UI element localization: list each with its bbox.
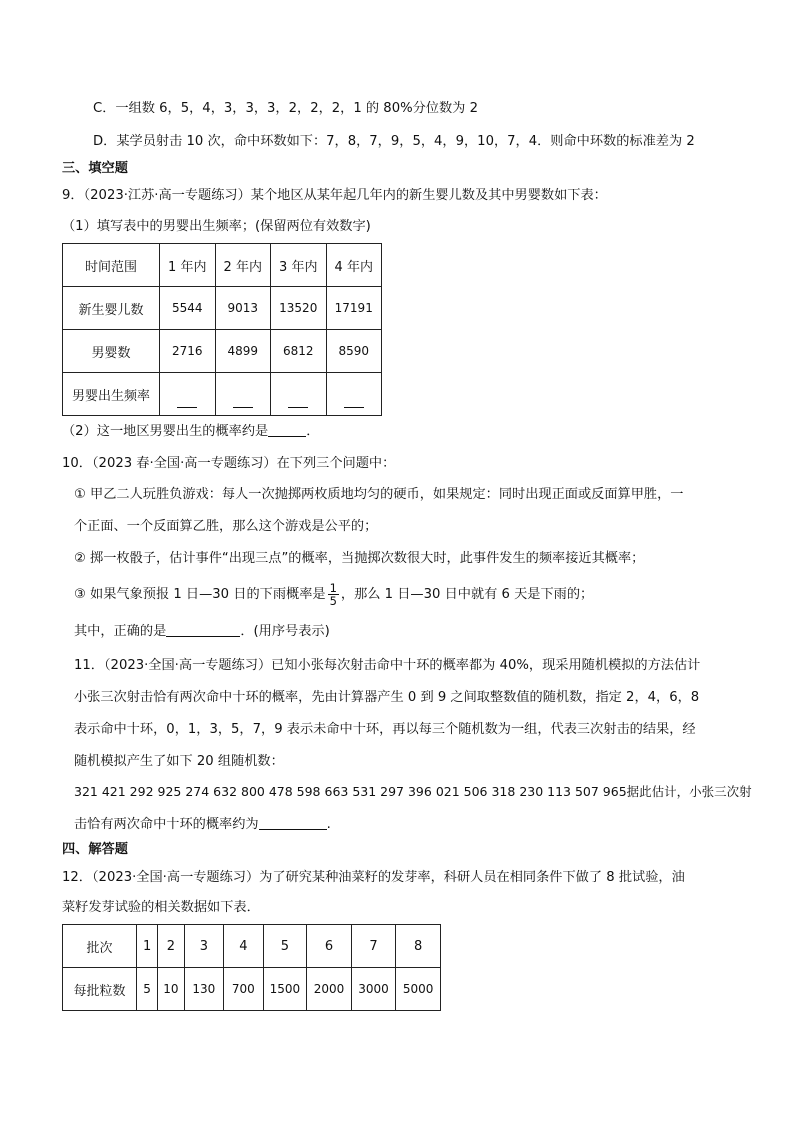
q11-line6-pre: 击恰有两次命中十环的概率约为 <box>74 817 259 832</box>
q10-item3-pre: ③ 如果气象预报 1 日—30 日的下雨概率是 <box>74 587 326 602</box>
table-cell: 5544 <box>160 287 216 330</box>
table-row-label: 每批粒数 <box>63 968 137 1011</box>
q9-part2-end: ． <box>306 424 320 439</box>
option-c: C．一组数 6，5，4，3，3，3，2，2，2，1 的 80%分位数为 2 <box>93 101 478 116</box>
answer-blank-cell <box>215 373 271 416</box>
table-row-label: 男婴数 <box>63 330 160 373</box>
fraction <box>328 582 339 607</box>
option-d: D．某学员射击 10 次，命中环数如下：7，8，7，9，5，4，9，10，7，4．则命中环数的标准差为 2 <box>93 134 695 149</box>
table-row <box>63 287 382 330</box>
table-header-cell: 1 年内 <box>160 244 216 287</box>
q10-item2: ② 掷一枚骰子，估计事件“出现三点”的概率，当抛掷次数很大时，此事件发生的频率接近其概率； <box>74 551 645 566</box>
q10-answer <box>74 622 330 642</box>
table-cell: 2 <box>158 925 184 968</box>
table-header-cell: 时间范围 <box>63 244 160 287</box>
q10-item3 <box>74 579 593 611</box>
q12-table <box>62 924 441 1011</box>
section-heading-fill-in: 三、填空题 <box>62 161 128 176</box>
table-row <box>63 244 382 287</box>
table-row-label: 新生婴儿数 <box>63 287 160 330</box>
answer-blank <box>288 393 308 408</box>
table-header-cell: 3 年内 <box>271 244 327 287</box>
table-cell: 4899 <box>215 330 271 373</box>
answer-blank <box>344 393 364 408</box>
q10-item1-line2: 个正面、一个反面算乙胜，那么这个游戏是公平的； <box>74 519 378 534</box>
table-cell: 5 <box>263 925 307 968</box>
table-cell: 700 <box>224 968 264 1011</box>
table-cell: 5000 <box>396 968 441 1011</box>
q10-item1-line1: ① 甲乙二人玩胜负游戏：每人一次抛掷两枚质地均匀的硬币，如果规定：同时出现正面或反面算甲胜，一 <box>74 487 684 502</box>
table-header-cell: 2 年内 <box>215 244 271 287</box>
q9-table <box>62 243 382 416</box>
answer-blank <box>177 393 197 408</box>
q11-line6 <box>74 815 331 835</box>
table-row-label: 男婴出生频率 <box>63 373 160 416</box>
table-cell: 10 <box>158 968 184 1011</box>
table-cell: 2716 <box>160 330 216 373</box>
answer-blank-cell <box>326 373 382 416</box>
answer-blank <box>166 622 240 637</box>
q11-line3: 表示命中十环，0，1，3，5，7，9 表示未命中十环，再以每三个随机数为一组，代表三次射击的结果，经 <box>74 722 696 737</box>
q11-line1: 11．（2023·全国·高一专题练习）已知小张每次射击命中十环的概率都为 40%，现采用随机模拟的方法估计 <box>74 658 701 673</box>
table-cell: 6 <box>307 925 352 968</box>
q9-stem: 9．（2023·江苏·高一专题练习）某个地区从某年起几年内的新生婴儿数及其中男婴数如下表： <box>62 188 607 203</box>
table-cell: 8590 <box>326 330 382 373</box>
q11-line2: 小张三次射击恰有两次命中十环的概率，先由计算器产生 0 到 9 之间取整数值的随机数，指定 2，4，6，8 <box>74 690 700 705</box>
table-cell: 13520 <box>271 287 327 330</box>
table-row <box>63 373 382 416</box>
table-row <box>63 925 441 968</box>
table-cell: 3 <box>184 925 224 968</box>
q10-stem: 10．（2023 春·全国·高一专题练习）在下列三个问题中： <box>62 456 396 471</box>
table-cell: 1500 <box>263 968 307 1011</box>
table-header-cell: 4 年内 <box>326 244 382 287</box>
q10-item3-post: ，那么 1 日—30 日中就有 6 天是下雨的； <box>340 587 594 602</box>
fraction-denominator: 5 <box>329 593 337 608</box>
table-cell: 2000 <box>307 968 352 1011</box>
q10-answer-post: ．(用序号表示) <box>240 624 330 639</box>
answer-blank <box>233 393 253 408</box>
q12-line2: 菜籽发芽试验的相关数据如下表． <box>62 900 260 915</box>
answer-blank-cell <box>160 373 216 416</box>
q11-line4: 随机模拟产生了如下 20 组随机数： <box>74 754 284 769</box>
fraction-numerator: 1 <box>329 580 337 595</box>
q9-part2 <box>62 422 319 442</box>
q9-part1: （1）填写表中的男婴出生频率；(保留两位有效数字) <box>62 219 371 234</box>
table-cell: 1 <box>136 925 157 968</box>
q11-line6-post: . <box>326 817 331 832</box>
q10-answer-pre: 其中，正确的是 <box>74 624 167 639</box>
table-cell: 8 <box>396 925 441 968</box>
table-cell: 3000 <box>351 968 396 1011</box>
answer-blank <box>259 815 327 830</box>
section-heading-answer: 四、解答题 <box>62 842 128 857</box>
table-row-label: 批次 <box>63 925 137 968</box>
table-cell: 130 <box>184 968 224 1011</box>
answer-blank <box>268 422 306 437</box>
table-cell: 6812 <box>271 330 327 373</box>
q11-random-numbers: 321 421 292 925 274 632 800 478 598 663 531 297 396 021 506 318 230 113 507 965据此估计，小张三次射 <box>74 784 752 799</box>
table-cell: 4 <box>224 925 264 968</box>
table-row <box>63 968 441 1011</box>
table-cell: 17191 <box>326 287 382 330</box>
table-cell: 5 <box>136 968 157 1011</box>
table-cell: 9013 <box>215 287 271 330</box>
table-row <box>63 330 382 373</box>
q12-line1: 12．（2023·全国·高一专题练习）为了研究某种油菜籽的发芽率，科研人员在相同条件下做了 8 批试验，油 <box>62 870 685 885</box>
answer-blank-cell <box>271 373 327 416</box>
table-cell: 7 <box>351 925 396 968</box>
q9-part2-text: （2）这一地区男婴出生的概率约是 <box>62 424 269 439</box>
